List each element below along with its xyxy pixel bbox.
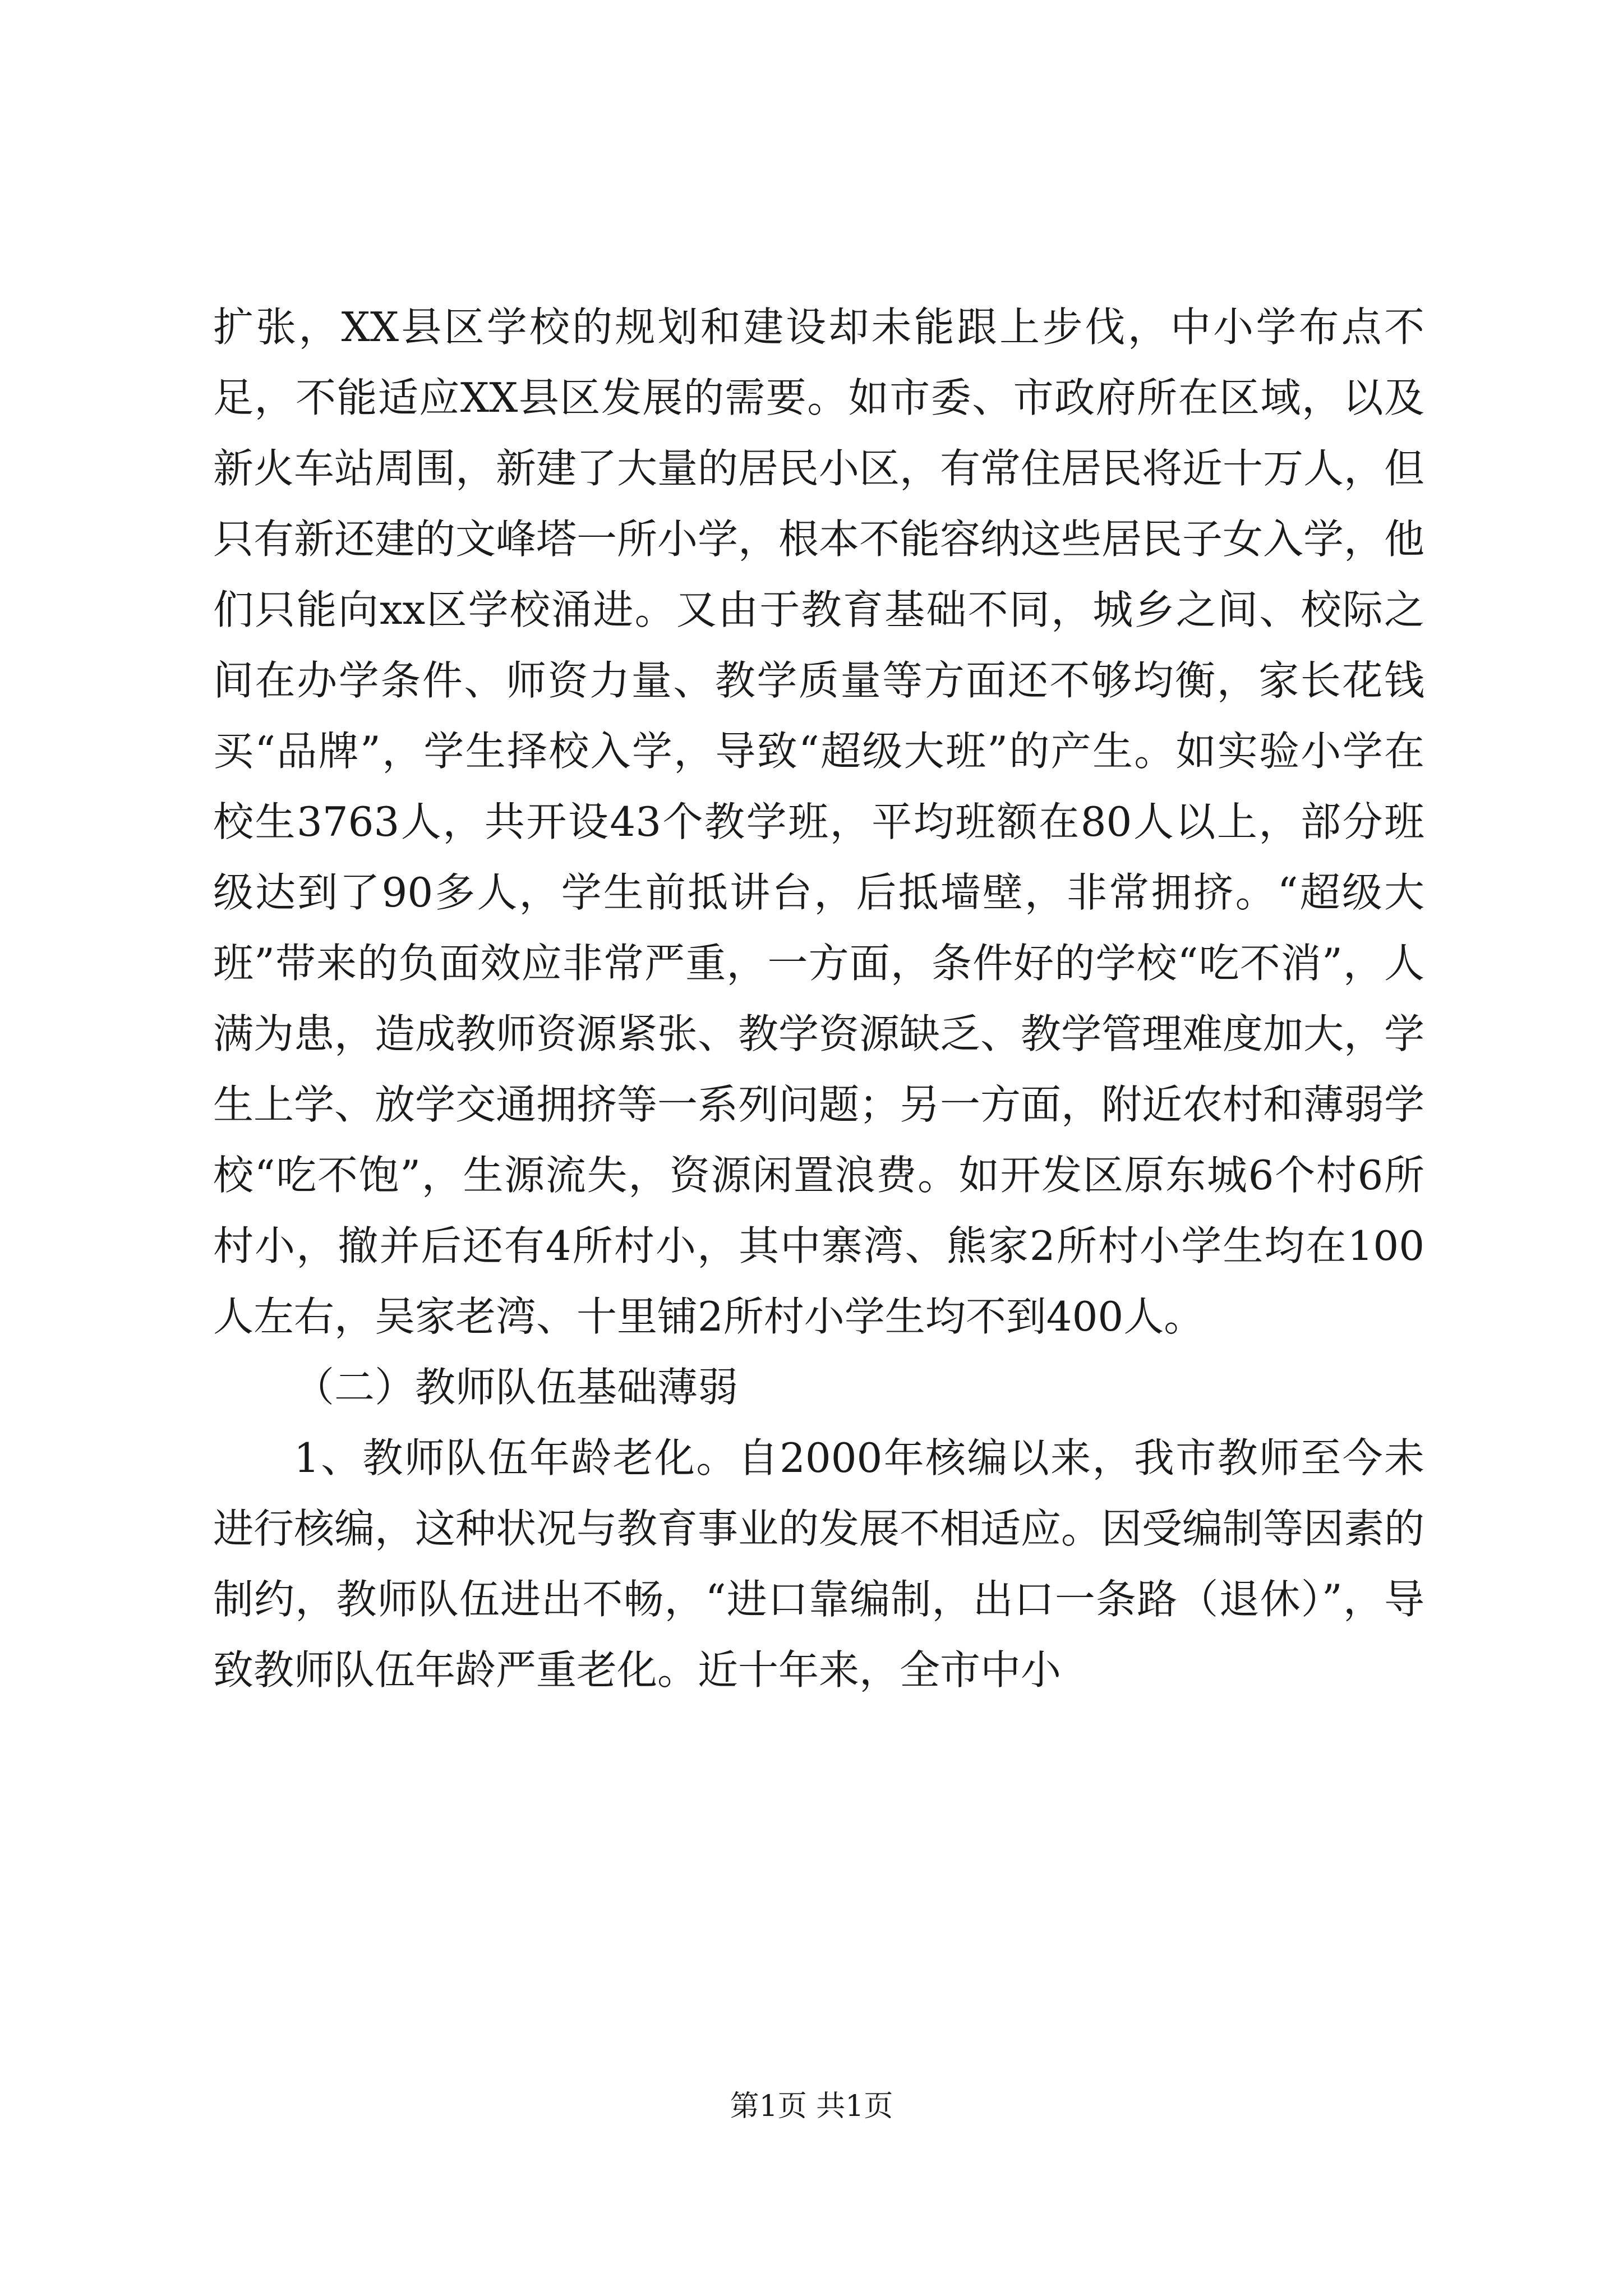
page-footer [0, 2087, 1623, 2126]
paragraph-teacher-aging: 1、教师队伍年龄老化。自2000年核编以来，我市教师至今未进行核编，这种状况与教育事业的发展不相适应。因受编制等因素的制约，教师队伍进出不畅，“进口靠编制，出口一条路（退休）”，导致教师队伍年龄严重老化。近十年来，全市中小 [213, 1434, 1425, 1694]
section-heading-teacher-team: （二）教师队伍基础薄弱 [294, 1364, 739, 1411]
document-body [213, 292, 1424, 1705]
paragraph-school-layout: 扩张，XX县区学校的规划和建设却未能跟上步伐，中小学布点不足，不能适应XX县区发展的需要。如市委、市政府所在区域，以及新火车站周围，新建了大量的居民小区，有常住居民将近十万人，但只有新还建的文峰塔一所小学，根本不能容纳这些居民子女入学，他们只能向xx区学校涌进。又由于教育基础不同，城乡之间、校际之间在办学条件、师资力量、教学质量等方面还不够均衡，家长花钱买“品牌”，学生择校入学，导致“超级大班”的产生。如实验小学在校生3763人，共开设43个教学班，平均班额在80人以上，部分班级达到了90多人，学生前抵讲台，后抵墙壁，非常拥挤。“超级大班”带来的负面效应非常严重，一方面，条件好的学校“吃不消”，人满为患，造成教师资源紧张、教学资源缺乏、教学管理难度加大，学生上学、放学交通拥挤等一系列问题；另一方面，附近农村和薄弱学校“吃不饱”，生源流失，资源闲置浪费。如开发区原东城6个村6所村小，撤并后还有4所村小，其中寨湾、熊家2所村小学生均在100人左右，吴家老湾、十里铺2所村小学生均不到400人。 [213, 303, 1425, 1340]
page-number-label: 第1页 共1页 [730, 2090, 893, 2123]
